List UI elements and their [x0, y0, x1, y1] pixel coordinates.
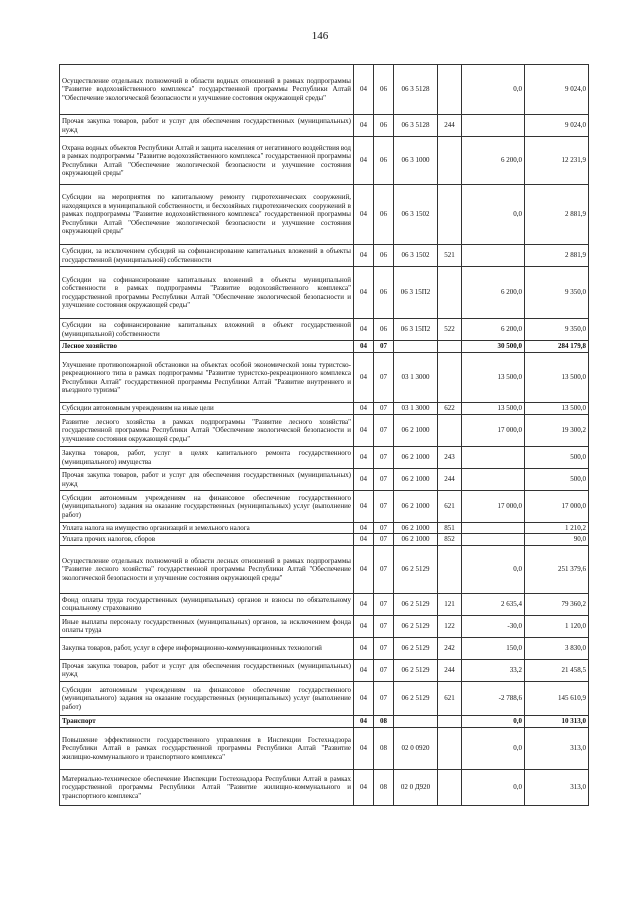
row-expense-type	[438, 185, 462, 245]
row-amount-total: 21 458,5	[525, 659, 589, 681]
table-section-row	[60, 341, 589, 353]
row-target-article: 02 0 Д920	[394, 769, 438, 805]
row-amount-change	[462, 523, 525, 534]
table-row	[60, 659, 589, 681]
row-amount-change: -30,0	[462, 615, 525, 637]
row-name: Материально-техническое обеспечение Инспекции Гостехнадзора Республики Алтай в рамках государственной программы Республики Алтай "Развитие жилищно-коммунального и транспортного комплекса"	[60, 769, 354, 805]
row-section-code: 04	[354, 523, 374, 534]
table-row	[60, 403, 589, 415]
row-amount-total: 313,0	[525, 727, 589, 769]
row-amount-change: 13 500,0	[462, 353, 525, 403]
row-target-article: 06 3 5128	[394, 65, 438, 115]
row-target-article: 03 1 3000	[394, 353, 438, 403]
row-amount-total: 17 000,0	[525, 491, 589, 523]
table-row	[60, 769, 589, 805]
table-row	[60, 185, 589, 245]
row-amount-change	[462, 245, 525, 267]
row-expense-type	[438, 715, 462, 727]
row-amount-total: 500,0	[525, 469, 589, 491]
row-target-article: 06 3 1000	[394, 137, 438, 185]
row-amount-change: 0,0	[462, 65, 525, 115]
row-expense-type: 522	[438, 319, 462, 341]
row-name: Субсидии автономным учреждениям на иные цели	[60, 403, 354, 415]
row-amount-change: 0,0	[462, 715, 525, 727]
row-expense-type	[438, 65, 462, 115]
row-name: Повышение эффективности государственного управления в Инспекции Гостехнадзора Республики Алтай в рамках государственной программы Республики Алтай "Развитие жилищно-коммунального и транспортного комплекса"	[60, 727, 354, 769]
row-amount-change: 17 000,0	[462, 415, 525, 447]
row-name: Транспорт	[60, 715, 354, 727]
row-name: Субсидии автономным учреждениям на финансовое обеспечение государственного (муниципального) задания на оказание государственных (муниципальных) услуг (выполнение работ)	[60, 681, 354, 715]
row-name: Охрана водных объектов Республики Алтай и защита населения от негативного воздействия вод в рамках подпрограммы "Развитие водохозяйственного комплекса" государственной программы Республики Алтай "Обеспечение экологической безопасности и улучшение состояния окружающей среды"	[60, 137, 354, 185]
row-expense-type	[438, 415, 462, 447]
row-amount-change	[462, 115, 525, 137]
table-row	[60, 447, 589, 469]
row-amount-change: 17 000,0	[462, 491, 525, 523]
row-expense-type	[438, 727, 462, 769]
row-name: Субсидии на мероприятия по капитальному ремонту гидротехнических сооружений, находящихся в муниципальной собственности, и бесхозяйных гидротехнических сооружений в рамках подпрограммы "Развитие водохозяйственного комплекса" государственной программы Республики Алтай "Обеспечение экологической безопасности и улучшение состояния окружающей среды"	[60, 185, 354, 245]
table-row	[60, 615, 589, 637]
row-name: Субсидии, за исключением субсидий на софинансирование капитальных вложений в объекты государственной (муниципальной) собственности	[60, 245, 354, 267]
row-name: Лесное хозяйство	[60, 341, 354, 353]
row-subsection-code: 06	[374, 319, 394, 341]
row-expense-type: 621	[438, 681, 462, 715]
row-subsection-code: 06	[374, 137, 394, 185]
row-section-code: 04	[354, 681, 374, 715]
row-expense-type: 122	[438, 615, 462, 637]
row-name: Субсидии автономным учреждениям на финансовое обеспечение государственного (муниципального) задания на оказание государственных (муниципальных) услуг (выполнение работ)	[60, 491, 354, 523]
table-row	[60, 681, 589, 715]
row-target-article: 06 2 1000	[394, 415, 438, 447]
row-name: Улучшение противопожарной обстановки на объектах особой экономической зоны туристско-рекреационного типа в рамках подпрограммы "Развитие туристско-рекреационного комплекса Республики Алтай" государственной программы Республики Алтай "Развитие внутреннего и въездного туризма"	[60, 353, 354, 403]
table-row	[60, 267, 589, 319]
row-name: Субсидии на софинансирование капитальных вложений в объект государственной (муниципальной) собственности	[60, 319, 354, 341]
row-name: Уплата прочих налогов, сборов	[60, 534, 354, 545]
row-amount-total: 313,0	[525, 769, 589, 805]
table-row	[60, 415, 589, 447]
row-amount-change: 0,0	[462, 185, 525, 245]
row-target-article: 03 1 3000	[394, 403, 438, 415]
row-expense-type: 243	[438, 447, 462, 469]
table-row	[60, 523, 589, 534]
table-section-row	[60, 715, 589, 727]
row-subsection-code: 08	[374, 715, 394, 727]
row-name: Развитие лесного хозяйства в рамках подпрограммы "Развитие лесного хозяйства" государственной программы Республики Алтай "Обеспечение экологической безопасности и улучшение состояния окружающей среды"	[60, 415, 354, 447]
row-subsection-code: 07	[374, 353, 394, 403]
row-section-code: 04	[354, 659, 374, 681]
row-subsection-code: 06	[374, 115, 394, 137]
row-amount-change: 0,0	[462, 769, 525, 805]
row-target-article: 06 2 5129	[394, 615, 438, 637]
table-row	[60, 534, 589, 545]
row-name: Осуществление отдельных полномочий в области водных отношений в рамках подпрограммы "Развитие водохозяйственного комплекса" государственной программы Республики Алтай "Обеспечение экологической безопасности и улучшение состояния окружающей среды"	[60, 65, 354, 115]
row-amount-change	[462, 469, 525, 491]
row-subsection-code: 07	[374, 523, 394, 534]
row-expense-type	[438, 353, 462, 403]
row-section-code: 04	[354, 615, 374, 637]
row-expense-type	[438, 341, 462, 353]
budget-table-body	[60, 65, 589, 806]
row-amount-total: 10 313,0	[525, 715, 589, 727]
row-subsection-code: 07	[374, 637, 394, 659]
row-amount-total: 284 179,8	[525, 341, 589, 353]
row-name: Уплата налога на имущество организаций и земельного налога	[60, 523, 354, 534]
row-section-code: 04	[354, 491, 374, 523]
row-subsection-code: 08	[374, 769, 394, 805]
row-amount-total: 9 350,0	[525, 267, 589, 319]
row-target-article: 02 0 0920	[394, 727, 438, 769]
row-section-code: 04	[354, 353, 374, 403]
row-amount-total: 13 500,0	[525, 353, 589, 403]
row-subsection-code: 07	[374, 341, 394, 353]
row-name: Закупка товаров, работ, услуг в целях капитального ремонта государственного (муниципального) имущества	[60, 447, 354, 469]
row-section-code: 04	[354, 341, 374, 353]
row-target-article: 06 2 1000	[394, 469, 438, 491]
row-name: Субсидии на софинансирование капитальных вложений в объекты муниципальной собственности в рамках подпрограммы "Развитие водохозяйственного комплекса" государственной программы Республики Алтай "Обеспечение экологической безопасности и улучшение состояния окружающей среды"	[60, 267, 354, 319]
row-name: Прочая закупка товаров, работ и услуг для обеспечения государственных (муниципальных) нужд	[60, 659, 354, 681]
row-subsection-code: 07	[374, 403, 394, 415]
row-amount-total: 2 881,9	[525, 245, 589, 267]
row-target-article: 06 2 5129	[394, 545, 438, 593]
row-name: Осуществление отдельных полномочий в области лесных отношений в рамках подпрограммы "Развитие лесного хозяйства" государственной программы Республики Алтай "Обеспечение экологической безопасности и улучшение состояния окружающей среды"	[60, 545, 354, 593]
row-amount-change: 33,2	[462, 659, 525, 681]
row-target-article: 06 3 1502	[394, 245, 438, 267]
row-amount-change: 0,0	[462, 727, 525, 769]
row-amount-change: 30 500,0	[462, 341, 525, 353]
row-expense-type	[438, 267, 462, 319]
row-amount-change	[462, 447, 525, 469]
row-amount-total: 19 300,2	[525, 415, 589, 447]
row-expense-type: 852	[438, 534, 462, 545]
row-target-article	[394, 341, 438, 353]
row-amount-total: 13 500,0	[525, 403, 589, 415]
row-target-article: 06 2 1000	[394, 447, 438, 469]
row-expense-type: 851	[438, 523, 462, 534]
row-amount-change: 0,0	[462, 545, 525, 593]
row-expense-type: 244	[438, 115, 462, 137]
row-section-code: 04	[354, 545, 374, 593]
row-section-code: 04	[354, 137, 374, 185]
row-amount-total: 1 120,0	[525, 615, 589, 637]
table-row	[60, 65, 589, 115]
row-amount-total: 9 024,0	[525, 115, 589, 137]
row-amount-total: 9 350,0	[525, 319, 589, 341]
row-amount-total: 500,0	[525, 447, 589, 469]
table-row	[60, 115, 589, 137]
row-amount-change: 2 635,4	[462, 593, 525, 615]
row-target-article: 06 2 1000	[394, 523, 438, 534]
row-amount-total: 12 231,9	[525, 137, 589, 185]
row-target-article: 06 2 5129	[394, 637, 438, 659]
row-section-code: 04	[354, 715, 374, 727]
row-section-code: 04	[354, 534, 374, 545]
row-section-code: 04	[354, 245, 374, 267]
table-row	[60, 319, 589, 341]
row-section-code: 04	[354, 727, 374, 769]
row-name: Прочая закупка товаров, работ и услуг для обеспечения государственных (муниципальных) нужд	[60, 469, 354, 491]
row-amount-change: 150,0	[462, 637, 525, 659]
row-amount-total: 79 360,2	[525, 593, 589, 615]
row-amount-total: 1 210,2	[525, 523, 589, 534]
row-subsection-code: 06	[374, 185, 394, 245]
row-subsection-code: 07	[374, 415, 394, 447]
row-section-code: 04	[354, 267, 374, 319]
row-section-code: 04	[354, 65, 374, 115]
row-section-code: 04	[354, 769, 374, 805]
row-subsection-code: 07	[374, 534, 394, 545]
row-subsection-code: 06	[374, 267, 394, 319]
row-amount-change: 13 500,0	[462, 403, 525, 415]
row-target-article: 06 2 1000	[394, 534, 438, 545]
row-target-article: 06 2 5129	[394, 681, 438, 715]
row-expense-type: 121	[438, 593, 462, 615]
budget-table	[59, 64, 589, 806]
row-amount-total: 2 881,9	[525, 185, 589, 245]
row-target-article: 06 3 15П2	[394, 267, 438, 319]
row-target-article: 06 2 1000	[394, 491, 438, 523]
row-name: Иные выплаты персоналу государственных (муниципальных) органов, за исключением фонда оплаты труда	[60, 615, 354, 637]
table-row	[60, 469, 589, 491]
row-name: Закупка товаров, работ, услуг в сфере информационно-коммуникационных технологий	[60, 637, 354, 659]
row-target-article: 06 3 5128	[394, 115, 438, 137]
table-row	[60, 137, 589, 185]
row-amount-total: 145 610,9	[525, 681, 589, 715]
row-expense-type	[438, 137, 462, 185]
row-expense-type: 621	[438, 491, 462, 523]
row-section-code: 04	[354, 185, 374, 245]
row-target-article	[394, 715, 438, 727]
row-subsection-code: 08	[374, 727, 394, 769]
row-section-code: 04	[354, 319, 374, 341]
page-number: 146	[311, 30, 329, 42]
row-name: Фонд оплаты труда государственных (муниципальных) органов и взносы по обязательному социальному страхованию	[60, 593, 354, 615]
table-row	[60, 727, 589, 769]
row-expense-type	[438, 545, 462, 593]
table-row	[60, 491, 589, 523]
table-row	[60, 593, 589, 615]
row-subsection-code: 07	[374, 615, 394, 637]
row-amount-total: 3 830,0	[525, 637, 589, 659]
row-amount-change: 6 200,0	[462, 319, 525, 341]
row-subsection-code: 07	[374, 545, 394, 593]
row-expense-type: 521	[438, 245, 462, 267]
row-subsection-code: 07	[374, 447, 394, 469]
row-amount-total: 251 379,6	[525, 545, 589, 593]
table-row	[60, 353, 589, 403]
row-subsection-code: 07	[374, 659, 394, 681]
row-expense-type: 242	[438, 637, 462, 659]
row-target-article: 06 2 5129	[394, 659, 438, 681]
table-row	[60, 545, 589, 593]
row-target-article: 06 3 15П2	[394, 319, 438, 341]
row-target-article: 06 3 1502	[394, 185, 438, 245]
row-subsection-code: 06	[374, 65, 394, 115]
row-amount-change	[462, 534, 525, 545]
row-subsection-code: 07	[374, 681, 394, 715]
row-subsection-code: 07	[374, 593, 394, 615]
row-amount-total: 9 024,0	[525, 65, 589, 115]
row-section-code: 04	[354, 447, 374, 469]
row-amount-total: 90,0	[525, 534, 589, 545]
row-section-code: 04	[354, 415, 374, 447]
row-section-code: 04	[354, 593, 374, 615]
row-amount-change: 6 200,0	[462, 267, 525, 319]
row-subsection-code: 06	[374, 245, 394, 267]
row-name: Прочая закупка товаров, работ и услуг для обеспечения государственных (муниципальных) нужд	[60, 115, 354, 137]
row-section-code: 04	[354, 115, 374, 137]
row-amount-change: 6 200,0	[462, 137, 525, 185]
row-section-code: 04	[354, 637, 374, 659]
row-section-code: 04	[354, 403, 374, 415]
row-section-code: 04	[354, 469, 374, 491]
row-expense-type: 622	[438, 403, 462, 415]
row-subsection-code: 07	[374, 491, 394, 523]
table-row	[60, 637, 589, 659]
row-expense-type: 244	[438, 659, 462, 681]
row-amount-change: -2 788,6	[462, 681, 525, 715]
row-expense-type: 244	[438, 469, 462, 491]
row-target-article: 06 2 5129	[394, 593, 438, 615]
row-subsection-code: 07	[374, 469, 394, 491]
row-expense-type	[438, 769, 462, 805]
table-row	[60, 245, 589, 267]
